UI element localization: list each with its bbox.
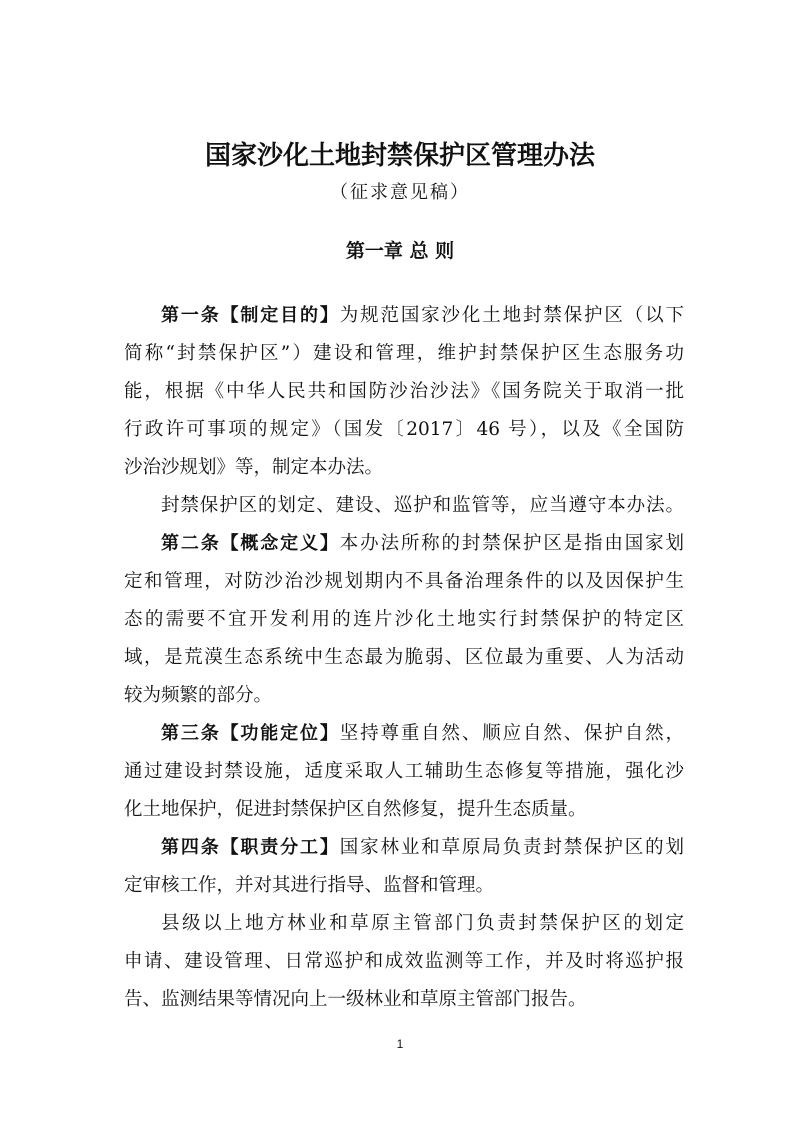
article-1-text: 为规范国家沙化土地封禁保护区（以下 — [339, 305, 684, 326]
article-2-label: 第二条【概念定义】 — [161, 533, 340, 554]
article-1-line-3: 能，根据《中华人民共和国防沙治沙法》《国务院关于取消一批 — [124, 381, 684, 402]
article-3-line-2: 通过建设封禁设施，适度采取人工辅助生态修复等措施，强化沙 — [124, 761, 684, 782]
article-4-line-1 — [161, 834, 684, 862]
article-2-line-2: 定和管理，对防沙治沙规划期内不具备治理条件的以及因保护生 — [124, 571, 684, 592]
article-2-line-3: 态的需要不宜开发利用的连片沙化土地实行封禁保护的特定区 — [124, 609, 684, 630]
article-2-line-1 — [161, 530, 684, 558]
article-4-paragraph-2-line-3: 告、监测结果等情况向上一级林业和草原主管部门报告。 — [124, 989, 587, 1010]
article-4-line-2: 定审核工作，并对其进行指导、监督和管理。 — [124, 875, 495, 896]
article-4-paragraph-2-line-1: 县级以上地方林业和草原主管部门负责封禁保护区的划定 — [161, 913, 684, 934]
article-3-label: 第三条【功能定位】 — [161, 723, 340, 744]
article-1-line-5: 沙治沙规划》等，制定本办法。 — [124, 457, 384, 478]
article-3-line-3: 化土地保护，促进封禁保护区自然修复，提升生态质量。 — [124, 799, 587, 820]
page-number: 1 — [396, 1037, 404, 1051]
document-title: 国家沙化土地封禁保护区管理办法 — [204, 141, 595, 171]
document-subtitle: （征求意见稿） — [330, 182, 470, 203]
article-4-label: 第四条【职责分工】 — [161, 837, 340, 858]
article-4-text: 国家林业和草原局负责封禁保护区的划 — [339, 837, 684, 858]
article-1-paragraph-2: 封禁保护区的划定、建设、巡护和监管等，应当遵守本办法。 — [161, 495, 684, 516]
chapter-heading: 第一章 总 则 — [345, 240, 455, 262]
article-2-line-5: 较为频繁的部分。 — [124, 685, 273, 706]
article-2-line-4: 域，是荒漠生态系统中生态最为脆弱、区位最为重要、人为活动 — [124, 647, 684, 668]
article-3-text: 坚持尊重自然、顺应自然、保护自然， — [339, 723, 684, 744]
article-4-paragraph-2-line-2: 申请、建设管理、日常巡护和成效监测等工作，并及时将巡护报 — [124, 951, 684, 972]
article-1-line-2: 简称“封禁保护区”）建设和管理，维护封禁保护区生态服务功 — [124, 343, 684, 364]
article-1-line-1 — [161, 302, 684, 330]
article-2-text: 本办法所称的封禁保护区是指由国家划 — [339, 533, 684, 554]
article-1-line-4: 行政许可事项的规定》（国发〔2017〕46 号），以及《全国防 — [124, 419, 684, 440]
article-3-line-1 — [161, 720, 684, 748]
article-1-label: 第一条【制定目的】 — [161, 305, 340, 326]
